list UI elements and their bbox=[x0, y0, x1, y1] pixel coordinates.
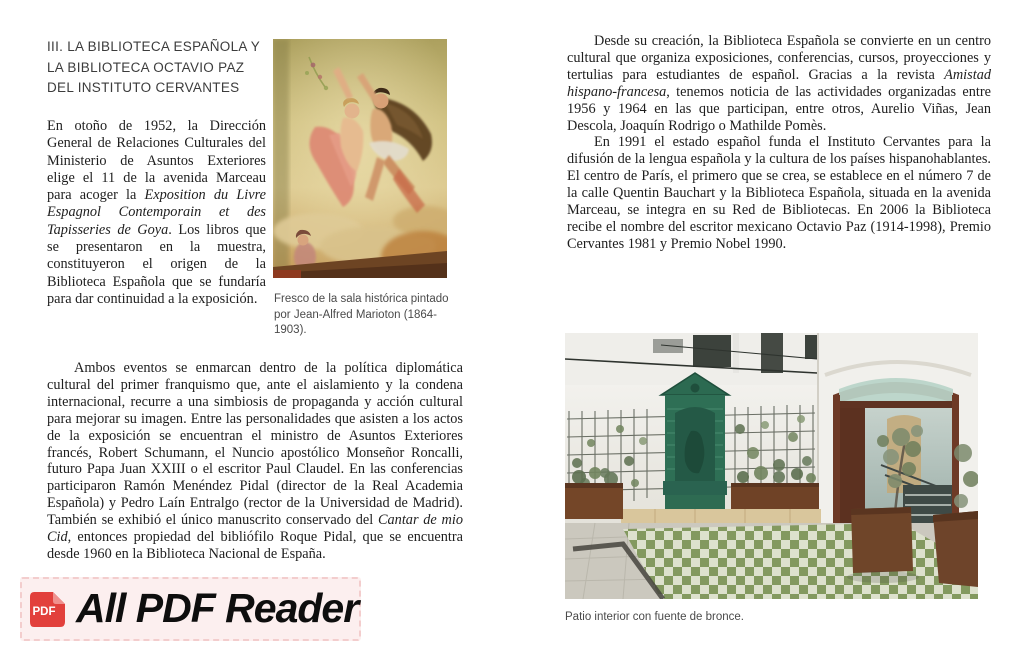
pdf-icon-label: PDF bbox=[32, 605, 56, 618]
watermark-label: All PDF Reader bbox=[76, 584, 359, 631]
patio-caption: Patio interior con fuente de bronce. bbox=[565, 611, 745, 623]
left-paragraph-1: En otoño de 1952, la Dirección General de Relaciones Culturales del Ministerio de Asuntos Exteriores elige el 11 de la avenida Marceau para acoger la Exposition du Livre Espagnol Contemporain et des Tapisseries de Goya. Los libros que se presentaron en la muestra, constituyeron el origen de la Biblioteca Española que se fundaría para dar continuidad a la exposición. bbox=[47, 118, 266, 307]
fresco-image bbox=[273, 39, 447, 278]
fresco-caption: Fresco de la sala histórica pintado por Jean-Alfred Marioton (1864-1903). bbox=[274, 293, 449, 336]
right-paragraph-1: Desde su creación, la Biblioteca Española se convierte en un centro cultural que organiza exposiciones, conferencias, cursos, proyecciones y tertulias para estudiantes de español. Gracias a la revista Amistad hispano-francesa, tenemos noticia de las actividades organizadas entre 1956 y 1964 en las que participan, entre otros, Aurelio Viñas, Jean Descola, Joaquín Rodrigo o Mathilde Pomès. bbox=[567, 33, 991, 134]
section-heading: III. LA BIBLIOTECA ESPAÑOLA Y LA BIBLIOTECA OCTAVIO PAZ DEL INSTITUTO CERVANTES bbox=[47, 39, 260, 95]
pdf-file-icon bbox=[29, 591, 66, 628]
right-column bbox=[567, 33, 991, 253]
patio-photo bbox=[565, 333, 978, 599]
right-paragraph-2: En 1991 el estado español funda el Instituto Cervantes para la difusión de la lengua española y la cultura de los países hispanohablantes. El centro de París, el primero que se crea, se establece en el número 7 de la calle Quentin Bauchart y la Biblioteca Española, situada en la avenida Marceau, se integra en su Red de Bibliotecas. En 2006 la Biblioteca recibe el nombre del escritor mexicano Octavio Paz (1914-1998), Premio Cervantes 1981 y Premio Nobel 1990. bbox=[567, 134, 991, 252]
all-pdf-reader-watermark[interactable] bbox=[20, 577, 361, 641]
left-paragraph-2: Ambos eventos se enmarcan dentro de la política diplomática cultural del primer franquismo que, ante el aislamiento y la condena internacional, recurre a una simbiosis de propaganda y acción cultural para mejorar su imagen. Entre las personalidades que asisten a los actos de la exposición se encuentran el ministro de Asuntos Exteriores francés, Robert Schumann, el Nuncio apostólico Monseñor Roncalli, futuro Papa Juan XXIII o el escritor Paul Claudel. En las conferencias participaron Ramón Menéndez Pidal (director de la Real Academia Española) y Pedro Laín Entralgo (rector de la Universidad de Madrid). También se exhibió el único manuscrito conservado del Cantar de mio Cid, entonces propiedad del bibliófilo Roque Pidal, que se encuentra desde 1960 en la Biblioteca Nacional de España. bbox=[47, 360, 463, 562]
